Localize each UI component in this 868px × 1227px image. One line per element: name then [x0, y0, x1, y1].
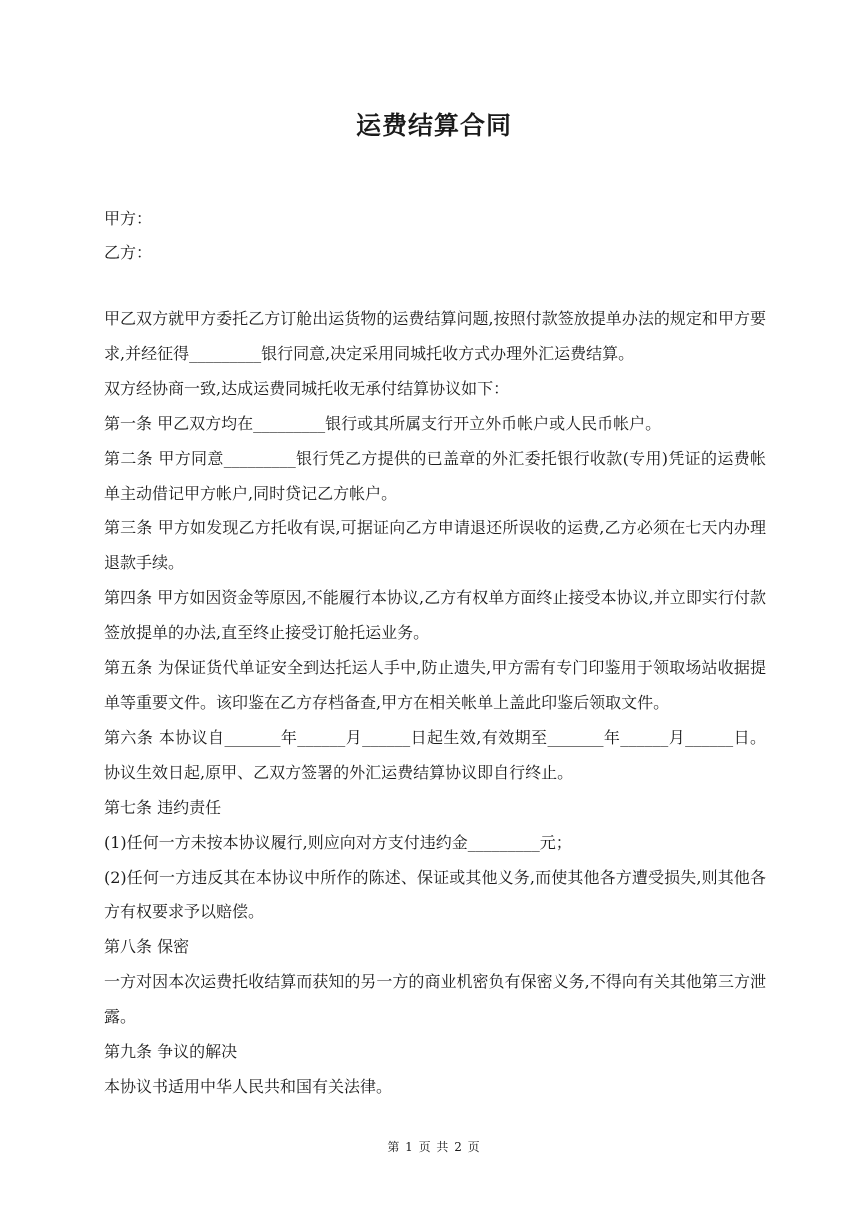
article-4: 第四条 甲方如因资金等原因,不能履行本协议,乙方有权单方面终止接受本协议,并立即实行付款签放提单的办法,直至终止接受订舱托运业务。	[104, 588, 766, 643]
article-8-body: 一方对因本次运费托收结算而获知的另一方的商业机密负有保密义务,不得向有关其他第三方泄露。	[104, 972, 766, 1027]
article-2: 第二条 甲方同意_________银行凭乙方提供的已盖章的外汇委托银行收款(专用)凭证的运费帐单主动借记甲方帐户,同时贷记乙方帐户。	[104, 448, 766, 503]
article-3: 第三条 甲方如发现乙方托收有误,可据证向乙方申请退还所误收的运费,乙方必须在七天内办理退款手续。	[104, 518, 766, 573]
party-a-label: 甲方：	[104, 209, 153, 228]
intro-paragraph: 甲乙双方就甲方委托乙方订舱出运货物的运费结算问题,按照付款签放提单办法的规定和甲方要求,并经征得_________银行同意,决定采用同城托收方式办理外汇运费结算。	[104, 309, 766, 363]
article-1: 第一条 甲乙双方均在_________银行或其所属支行开立外币帐户或人民币帐户。	[104, 413, 662, 433]
article-9-body: 本协议书适用中华人民共和国有关法律。	[104, 1076, 393, 1096]
article-5: 第五条 为保证货代单证安全到达托运人手中,防止遗失,甲方需有专门印鉴用于领取场站收据提单等重要文件。该印鉴在乙方存档备查,甲方在相关帐单上盖此印鉴后领取文件。	[104, 658, 766, 712]
page-number-footer: 第 1 页 共 2 页	[387, 1140, 481, 1154]
article-7-heading: 第七条 违约责任	[104, 797, 222, 817]
article-8-heading: 第八条 保密	[104, 937, 190, 957]
article-9-heading: 第九条 争议的解决	[104, 1042, 238, 1062]
contract-body	[104, 302, 766, 1105]
document-title: 运费结算合同	[355, 111, 512, 140]
article-7-clause-2: (2)任何一方违反其在本协议中所作的陈述、保证或其他义务,而使其他各方遭受损失,则其他各方有权要求予以赔偿。	[104, 867, 766, 922]
party-b-label: 乙方：	[104, 243, 153, 262]
agreement-statement: 双方经协商一致,达成运费同城托收无承付结算协议如下：	[104, 378, 510, 398]
parties-block	[104, 202, 766, 270]
article-7-clause-1: (1)任何一方未按本协议履行,则应向对方支付违约金_________元；	[104, 832, 572, 852]
article-6: 第六条 本协议自_______年______月______日起生效,有效期至_______年______月______日。协议生效日起,原甲、乙双方签署的外汇运费结算协议即自行终止。	[104, 727, 766, 782]
